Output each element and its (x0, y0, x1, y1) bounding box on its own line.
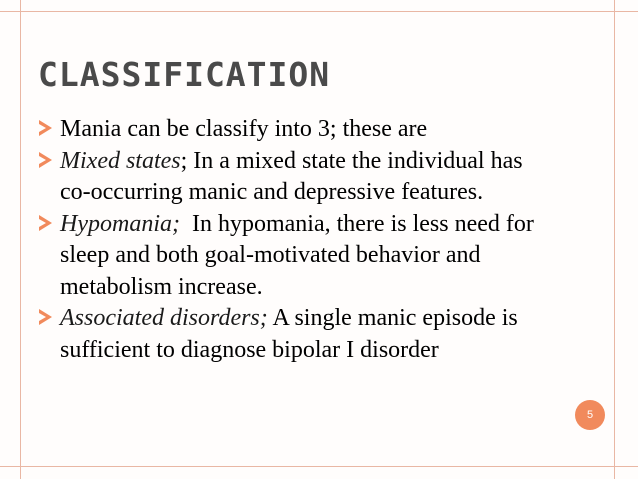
frame-line-bottom (0, 466, 638, 467)
frame-line-top (0, 11, 638, 12)
bullet-text: ; In a mixed state the individual has co-occurring manic and depressive features. (60, 147, 523, 205)
chevron-bullet-icon (38, 212, 54, 234)
page-number-badge: 5 (575, 400, 605, 430)
bullet-item (38, 146, 558, 209)
bullet-term: Hypomania; (60, 210, 180, 237)
bullet-item (38, 114, 558, 146)
bullet-text: A single manic episode is sufficient to diagnose bipolar I disorder (60, 305, 518, 363)
bullet-text: In hypomania, there is less need for sleep and both goal-motivated behavior and metabolism increase. (60, 210, 540, 300)
chevron-bullet-icon (38, 306, 54, 328)
frame-line-right (614, 0, 615, 479)
bullet-list (38, 114, 558, 366)
bullet-term: Associated disorders; (60, 305, 268, 331)
bullet-term: Mixed states (60, 147, 181, 174)
frame-line-left (20, 0, 21, 479)
bullet-text: Mania can be classify into 3; these are (60, 116, 428, 142)
bullet-item (38, 303, 558, 366)
chevron-bullet-icon (38, 117, 54, 139)
chevron-bullet-icon (38, 149, 54, 171)
bullet-item (38, 209, 558, 304)
slide-title: CLASSIFICATION (38, 55, 331, 94)
